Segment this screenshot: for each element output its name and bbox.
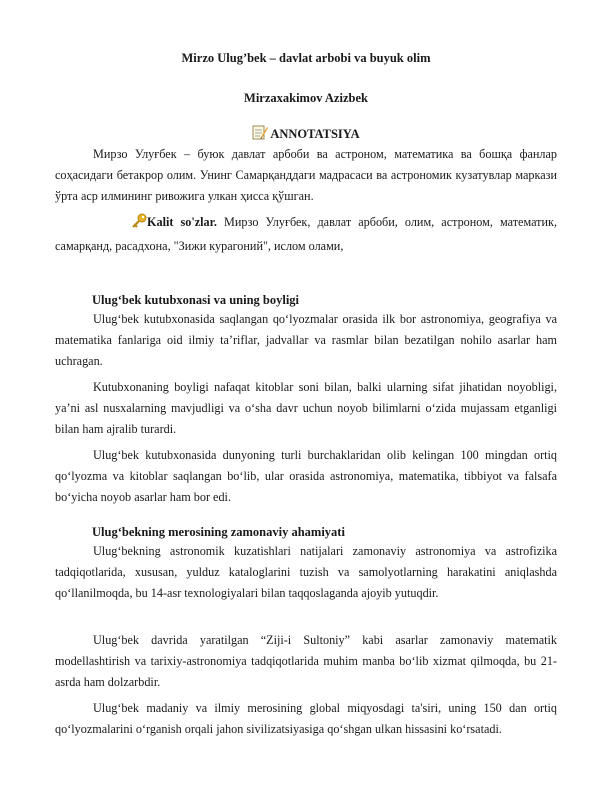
annotation-text: Мирзо Улуғбек – буюк давлат арбоби ва астроном, математика ва бошқа фанлар соҳасидаги бетакрор олим. Унинг Самарқанддаги мадрасаси ва астрономик кузатувлар маркази ўрта аср илмининг ривожига улкан ҳисса қўшган. [55, 147, 557, 203]
keywords-paragraph [55, 212, 557, 257]
annotation-label: ANNOTATSIYA [270, 126, 360, 141]
body-paragraph: Ulug‘bekning astronomik kuzatishlari natijalari zamonaviy astronomiya va astrofizika tadqiqotlarida, xususan, yulduz kataloglarini tuzish va samolyotlarning harakatini aniqlashda qo‘llanilmoqda, bu 14-asr texnologiyalari bilan taqqoslaganda ajoyib yutuqdir. [55, 544, 557, 600]
paper-title: Mirzo Ulug’bek – davlat arbobi va buyuk olim [181, 51, 431, 65]
key-icon [93, 213, 147, 236]
body-paragraph: Ulug‘bek madaniy va ilmiy merosining global miqyosdagi ta'siri, uning 150 dan ortiq qo‘lyozmalarini o‘rganish orqali jahon sivilizatsiyasiga qo‘shgan ulkan hissasini ko‘rsatadi. [55, 701, 557, 736]
author-name: Mirzaxakimov Azizbek [244, 91, 368, 105]
keywords-label: Kalit so'zlar. [147, 215, 217, 229]
body-paragraph: Kutubxonaning boyligi nafaqat kitoblar soni bilan, balki ularning sifat jihatidan noyobligi, ya’ni asl nusxalarning mavjudligi va o‘sha davr uchun noyob bilimlarni o‘zida mujassam etganligi bilan ham ajralib turardi. [55, 380, 557, 436]
annotation-heading [0, 124, 612, 144]
keywords-text: Мирзо Улуғбек, давлат арбоби, олим, астроном, математик, самарқанд, расадхона, "Зижи курагоний", ислом олами, [55, 215, 557, 253]
body-paragraph: Ulug‘bek davrida yaratilgan “Ziji-i Sultoniy” kabi asarlar zamonaviy matematik modellashtirish va tarixiy-astronomiya tadqiqotlarida muhim manba bo‘lib xizmat qilmoqda, bu 21-asrda ham dolzarbdir. [55, 633, 557, 689]
section-heading: Ulug‘bekning merosining zamonaviy ahamiyati [92, 525, 345, 539]
section-heading: Ulug‘bek kutubxonasi va uning boyligi [92, 293, 300, 307]
memo-icon [252, 124, 268, 144]
body-paragraph: Ulug‘bek kutubxonasida dunyoning turli burchaklaridan olib kelingan 100 mingdan ortiq qo‘lyozma va kitoblar saqlangan bo‘lib, ular orasida astronomiya, matematika, tibbiyot va falsafa bo‘yicha noyob asarlar ham bor edi. [55, 448, 557, 504]
body-paragraph: Ulug‘bek kutubxonasida saqlangan qo‘lyozmalar orasida ilk bor astronomiya, geografiya va matematika fanlariga oid ilmiy ta’riflar, jadvallar va rasmlar bilan bezatilgan nohilo asarlar ham uchragan. [55, 312, 557, 368]
